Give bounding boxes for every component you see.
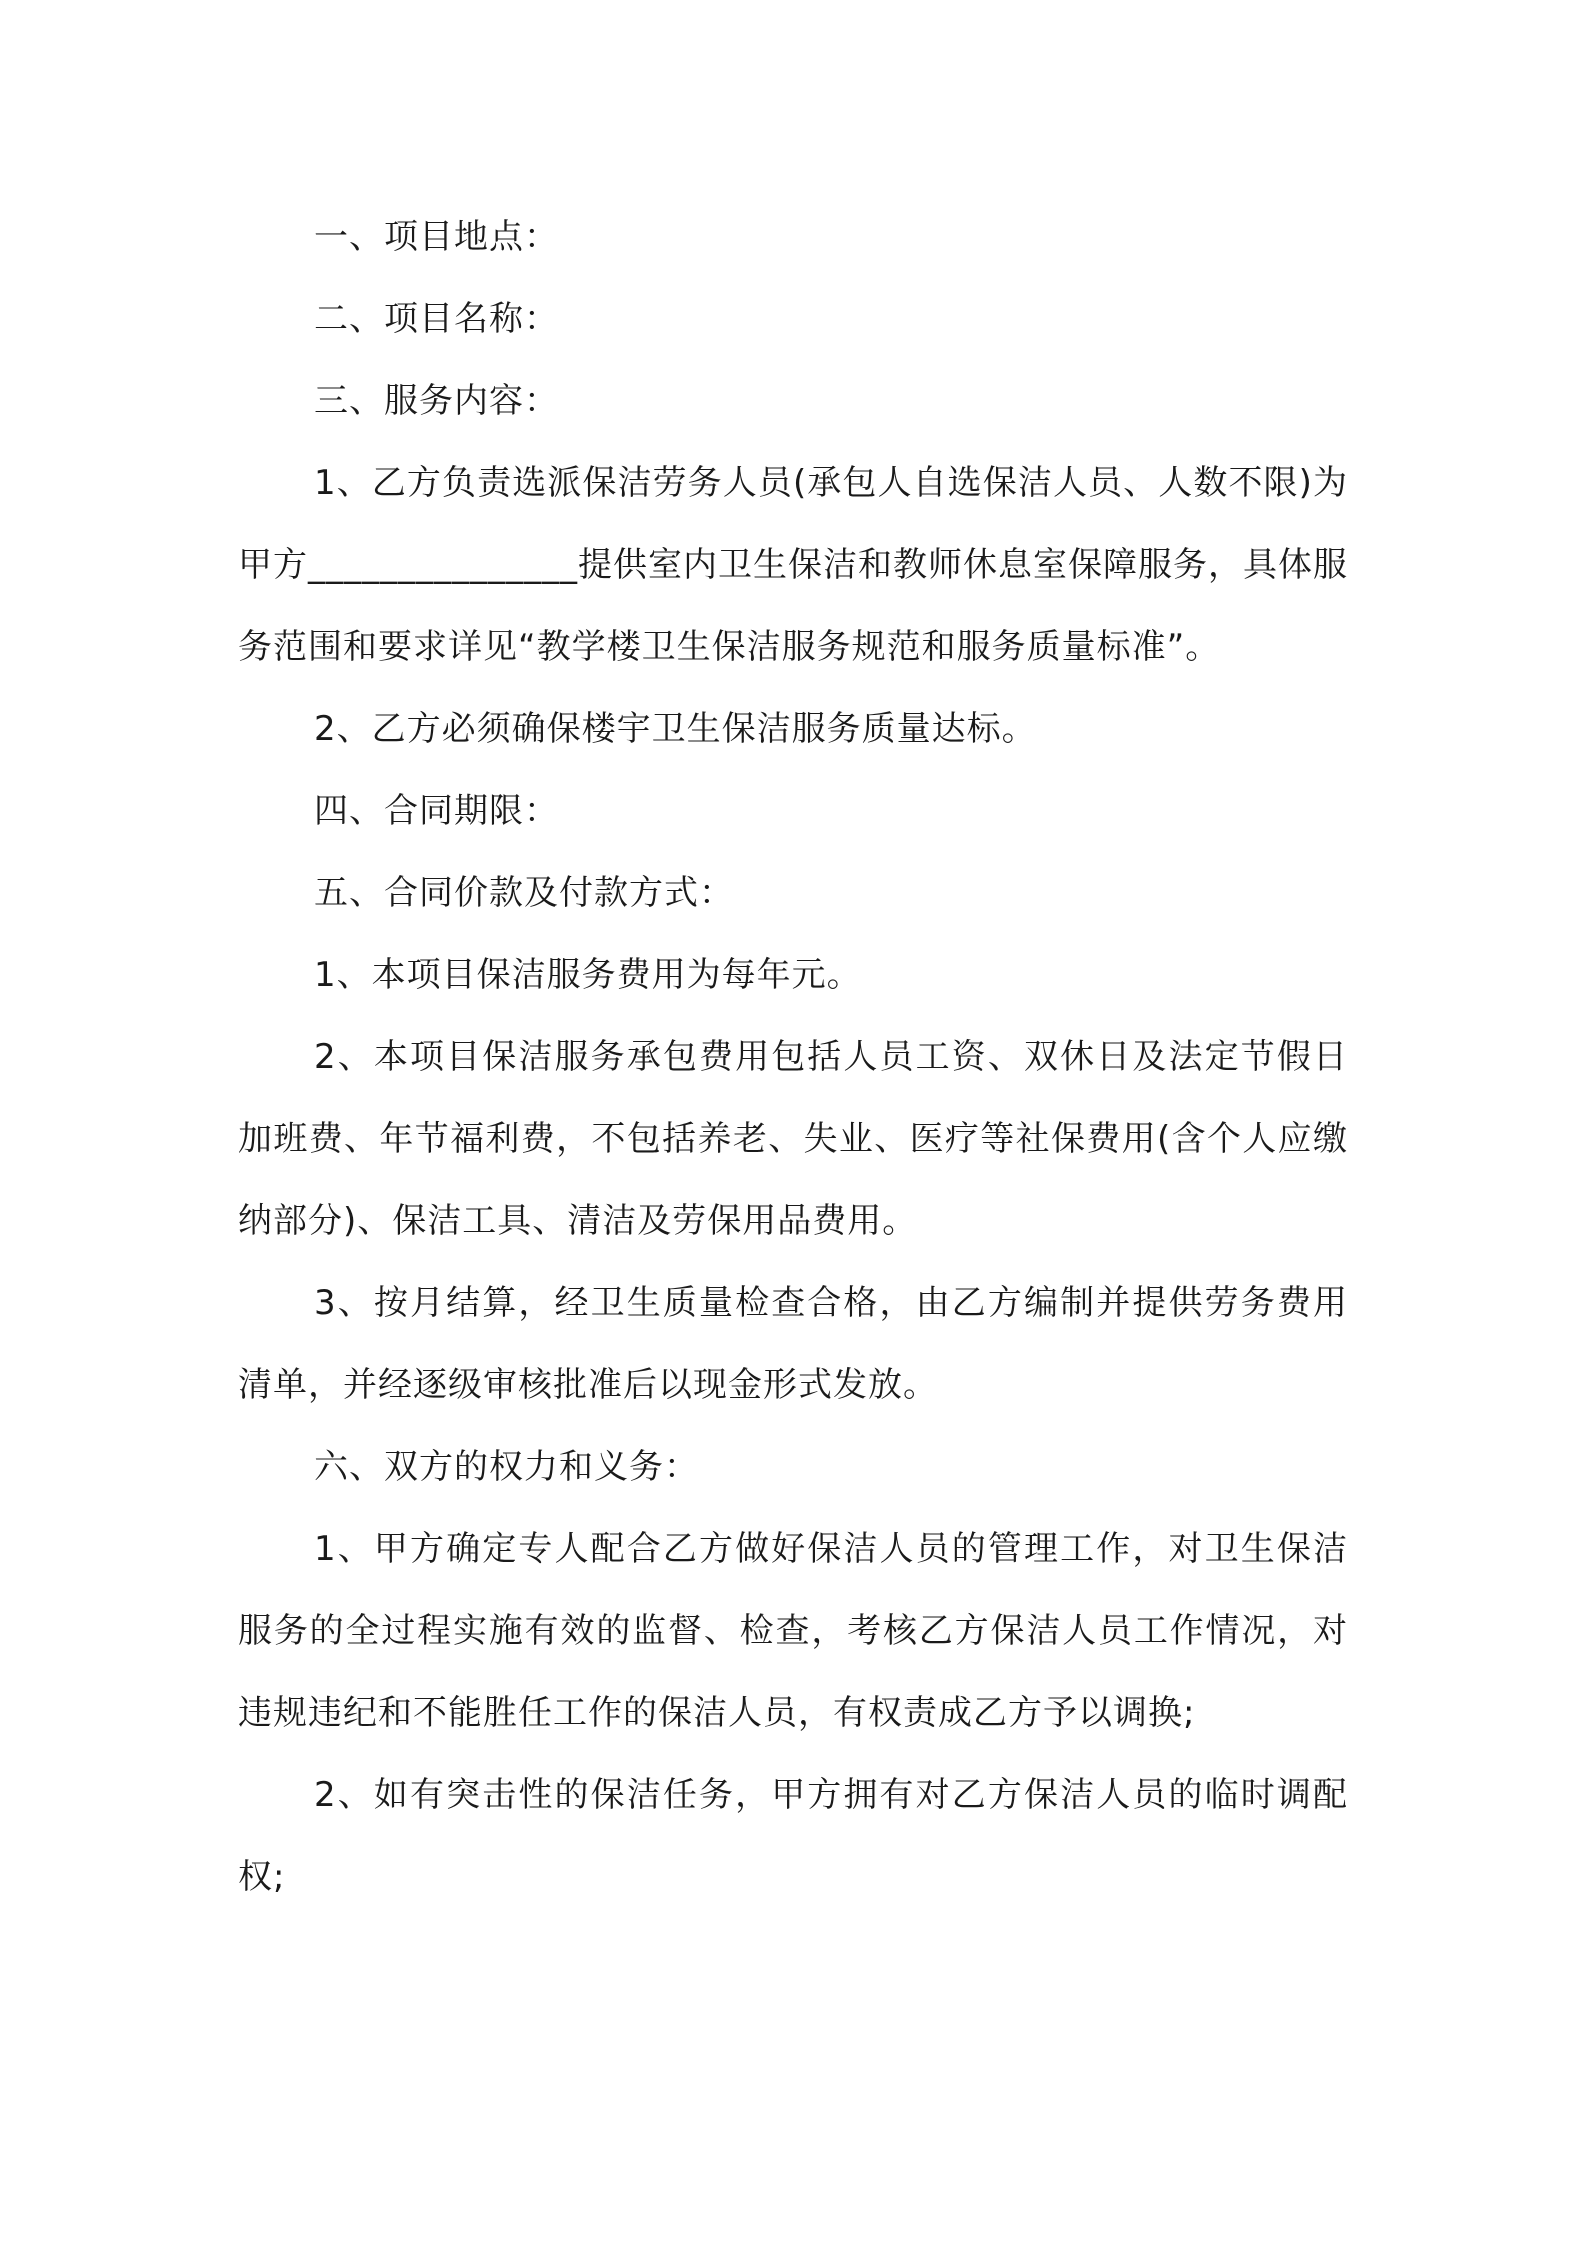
heading-project-location: 一、项目地点：: [314, 217, 559, 257]
heading-price-payment: 五、合同价款及付款方式：: [314, 873, 734, 913]
clause-fee-inclusions: 2、本项目保洁服务承包费用包括人员工资、双休日及法定节假日加班费、年节福利费，不包括养老、失业、医疗等社保费用(含个人应缴纳部分)、保洁工具、清洁及劳保用品费用。: [238, 1037, 1348, 1241]
clause-service-scope: 1、乙方负责选派保洁劳务人员(承包人自选保洁人员、人数不限)为甲方_______________提供室内卫生保洁和教师休息室保障服务，具体服务范围和要求详见“教学楼卫生保洁服务规范和服务质量标准”。: [238, 463, 1348, 667]
clause-party-a-dispatch: 2、如有突击性的保洁任务，甲方拥有对乙方保洁人员的临时调配权;: [238, 1775, 1348, 1897]
heading-service-content: 三、服务内容：: [314, 381, 559, 421]
heading-contract-term: 四、合同期限：: [314, 791, 559, 831]
document-body: [238, 196, 1348, 1918]
clause-party-a-supervision: 1、甲方确定专人配合乙方做好保洁人员的管理工作，对卫生保洁服务的全过程实施有效的监督、检查，考核乙方保洁人员工作情况，对违规违纪和不能胜任工作的保洁人员，有权责成乙方予以调换;: [238, 1529, 1348, 1733]
heading-project-name: 二、项目名称：: [314, 299, 559, 339]
clause-quality-standard: 2、乙方必须确保楼宇卫生保洁服务质量达标。: [314, 709, 1037, 749]
clause-monthly-settlement: 3、按月结算，经卫生质量检查合格，由乙方编制并提供劳务费用清单，并经逐级审核批准后以现金形式发放。: [238, 1283, 1348, 1405]
heading-rights-obligations: 六、双方的权力和义务：: [314, 1447, 699, 1487]
clause-annual-fee: 1、本项目保洁服务费用为每年元。: [314, 955, 862, 995]
